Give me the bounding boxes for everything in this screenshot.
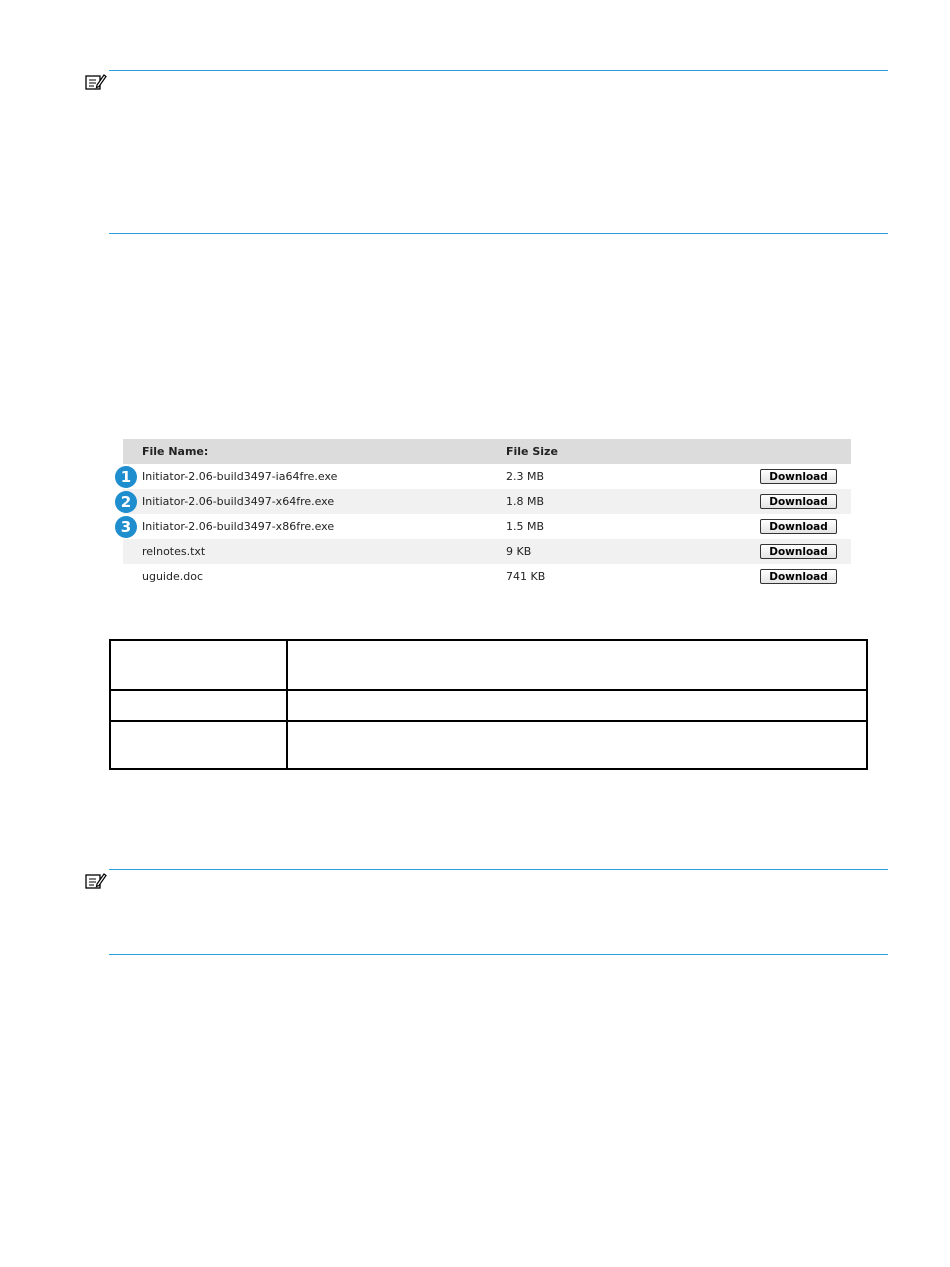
download-button[interactable]: Download bbox=[760, 519, 837, 534]
file-name: Initiator-2.06-build3497-x86fre.exe bbox=[142, 520, 335, 533]
download-button[interactable]: Download bbox=[760, 469, 837, 484]
note-icon bbox=[85, 73, 107, 91]
download-button[interactable]: Download bbox=[760, 494, 837, 509]
note-bottom-rule bbox=[109, 954, 888, 955]
table-column-divider bbox=[286, 641, 288, 768]
file-download-table bbox=[120, 439, 851, 589]
file-name: Initiator-2.06-build3497-ia64fre.exe bbox=[142, 470, 338, 483]
note-icon bbox=[85, 872, 107, 890]
note-top-rule bbox=[109, 70, 888, 71]
table-row-divider bbox=[111, 689, 866, 691]
download-button[interactable]: Download bbox=[760, 569, 837, 584]
callout-3-icon: 3 bbox=[115, 516, 137, 538]
file-size: 2.3 MB bbox=[506, 470, 545, 483]
table-row bbox=[123, 564, 851, 589]
table-row bbox=[120, 464, 851, 489]
file-size: 741 KB bbox=[506, 570, 546, 583]
table-row bbox=[120, 514, 851, 539]
callout-1-icon: 1 bbox=[115, 466, 137, 488]
description-table bbox=[109, 639, 868, 770]
file-size: 1.5 MB bbox=[506, 520, 545, 533]
callout-2-icon: 2 bbox=[115, 491, 137, 513]
file-name: relnotes.txt bbox=[142, 545, 206, 558]
file-size: 1.8 MB bbox=[506, 495, 545, 508]
table-row-divider bbox=[111, 720, 866, 722]
note-bottom-rule bbox=[109, 233, 888, 234]
file-name: uguide.doc bbox=[142, 570, 203, 583]
column-header-file-name: File Name: bbox=[142, 445, 209, 458]
note-top-rule bbox=[109, 869, 888, 870]
file-size: 9 KB bbox=[506, 545, 532, 558]
table-header bbox=[123, 439, 851, 464]
table-row bbox=[123, 539, 851, 564]
column-header-file-size: File Size bbox=[506, 445, 558, 458]
table-row bbox=[120, 489, 851, 514]
download-button[interactable]: Download bbox=[760, 544, 837, 559]
file-name: Initiator-2.06-build3497-x64fre.exe bbox=[142, 495, 335, 508]
